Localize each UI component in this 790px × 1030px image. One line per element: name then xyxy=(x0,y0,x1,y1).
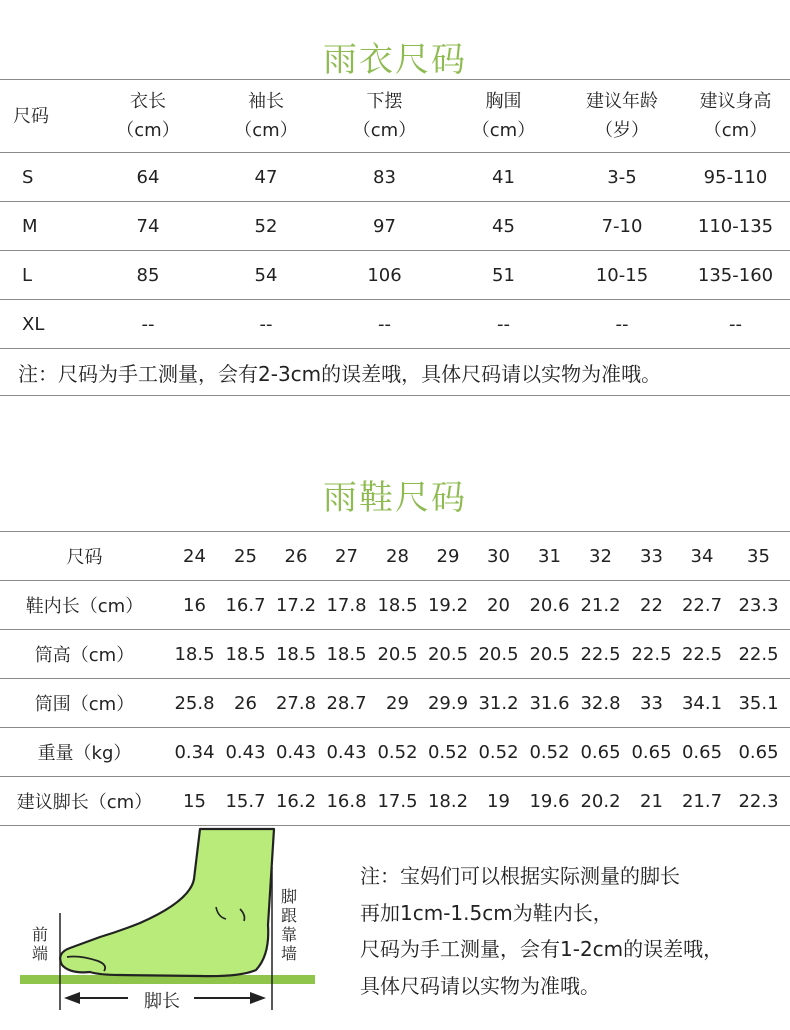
arrow-right-icon xyxy=(250,992,266,1004)
shoe-cell: 29 xyxy=(436,545,460,567)
shoe-cell: 26 xyxy=(234,692,257,714)
shoe-cell: 18.5 xyxy=(326,643,367,665)
shoe-cell: 0.65 xyxy=(580,741,621,763)
coat-row xyxy=(0,202,790,251)
shoe-cell: 27 xyxy=(335,545,358,567)
shoe-row xyxy=(0,679,790,728)
shoe-cell: 18.2 xyxy=(427,790,469,812)
coat-row xyxy=(0,300,790,349)
shoe-cell: 20.5 xyxy=(478,643,519,665)
shoe-cell: 21.7 xyxy=(681,790,723,812)
shoe-row xyxy=(0,777,790,826)
shoe-cell: 22.5 xyxy=(580,643,621,665)
coat-note-row xyxy=(0,349,790,396)
foot-measure-diagram xyxy=(0,825,330,1025)
shoe-cell: 22.5 xyxy=(681,643,723,665)
coat-cell: 47 xyxy=(254,166,278,188)
shoe-row-label: 筒高（cm） xyxy=(34,645,135,666)
shoe-cell: 23.3 xyxy=(738,594,779,616)
shoe-cell: 0.43 xyxy=(225,741,266,763)
coat-cell: 52 xyxy=(254,215,278,237)
note-line: 具体尺码请以实物为准哦。 xyxy=(360,973,600,998)
shoe-cell: 27.8 xyxy=(275,692,317,714)
coat-cell: 74 xyxy=(136,215,160,237)
shoe-cell: 35.1 xyxy=(738,692,779,714)
shoe-cell: 20.2 xyxy=(580,790,621,812)
shoe-row-label: 鞋内长（cm） xyxy=(25,596,144,617)
coat-cell: 7-10 xyxy=(601,215,643,237)
coat-cell: 3-5 xyxy=(607,166,637,188)
front-label: 前端 xyxy=(31,925,48,963)
shoe-cell: 22.5 xyxy=(738,643,779,665)
coat-cell: 106 xyxy=(367,264,402,286)
shoe-cell: 22 xyxy=(640,594,663,616)
note-line: 尺码为手工测量，会有1-2cm的误差哦， xyxy=(360,937,724,961)
shoe-cell: 19.2 xyxy=(427,594,469,616)
shoe-cell: 20 xyxy=(487,594,510,616)
shoe-cell: 0.34 xyxy=(174,741,215,763)
coat-cell: 41 xyxy=(492,166,515,188)
shoe-cell: 21.2 xyxy=(580,594,621,616)
coat-cell: 95-110 xyxy=(703,166,768,188)
shoe-cell: 0.43 xyxy=(326,741,367,763)
shoe-row xyxy=(0,728,790,777)
shoe-row xyxy=(0,581,790,630)
shoe-cell: 31 xyxy=(538,545,561,567)
coat-header-cell: 胸围 （cm） xyxy=(471,91,536,141)
shoe-cell: 26 xyxy=(284,545,308,567)
shoe-cell: 20.6 xyxy=(529,594,570,616)
coat-header-cell: 建议年龄 （岁） xyxy=(586,91,658,141)
coat-cell: M xyxy=(22,215,38,237)
coat-header-cell: 尺码 xyxy=(13,105,49,127)
shoe-cell: 16.2 xyxy=(275,790,317,812)
coat-cell: 45 xyxy=(492,215,515,237)
shoe-cell: 29.9 xyxy=(427,692,469,714)
coat-cell: -- xyxy=(615,313,629,335)
foot-shape xyxy=(60,829,274,976)
shoe-cell: 0.65 xyxy=(681,741,723,763)
shoe-cell: 18.5 xyxy=(225,643,266,665)
foot-length-label: 脚长 xyxy=(144,991,180,1012)
shoe-cell: 20.5 xyxy=(529,643,570,665)
shoe-row-label: 重量（kg） xyxy=(37,743,132,764)
arrow-left-icon xyxy=(64,992,80,1004)
coat-row xyxy=(0,153,790,202)
shoe-cell: 34 xyxy=(690,545,714,567)
shoe-cell: 17.8 xyxy=(326,594,367,616)
shoe-cell: 0.52 xyxy=(478,741,519,763)
shoe-row-label: 筒围（cm） xyxy=(34,694,135,715)
shoe-size-table xyxy=(0,531,790,826)
shoe-row xyxy=(0,630,790,679)
shoe-cell: 16 xyxy=(183,594,206,616)
shoe-cell: 24 xyxy=(183,545,206,567)
shoe-cell: 16.7 xyxy=(225,594,266,616)
coat-cell: XL xyxy=(22,313,45,335)
coat-row xyxy=(0,251,790,300)
coat-size-table xyxy=(0,79,790,396)
shoe-cell: 30 xyxy=(487,545,510,567)
shoe-cell: 22.5 xyxy=(631,643,672,665)
coat-cell: 51 xyxy=(492,264,515,286)
shoe-cell: 22.3 xyxy=(738,790,779,812)
coat-cell: -- xyxy=(141,313,155,335)
shoe-cell: 0.52 xyxy=(427,741,469,763)
coat-cell: -- xyxy=(729,313,742,335)
shoe-cell: 18.5 xyxy=(174,643,215,665)
shoe-cell: 33 xyxy=(640,545,663,567)
shoe-row-label: 尺码 xyxy=(66,547,103,568)
shoe-header-row xyxy=(0,532,790,581)
shoe-title: 雨鞋尺码 xyxy=(323,478,467,518)
shoe-cell: 31.6 xyxy=(529,692,570,714)
shoe-cell: 32 xyxy=(589,545,612,567)
shoe-cell: 20.5 xyxy=(427,643,469,665)
coat-cell: 85 xyxy=(136,264,160,286)
shoe-cell: 25 xyxy=(234,545,257,567)
coat-cell: 110-135 xyxy=(697,215,774,237)
note-line: 再加1cm-1.5cm为鞋内长， xyxy=(360,900,613,925)
coat-header-cell: 袖长 （cm） xyxy=(234,91,298,141)
shoe-cell: 16.8 xyxy=(326,790,367,812)
shoe-cell: 28 xyxy=(386,545,409,567)
shoe-row-label: 建议脚长（cm） xyxy=(16,792,153,813)
shoe-cell: 0.52 xyxy=(529,741,570,763)
coat-header-cell: 建议身高 （cm） xyxy=(699,91,772,141)
coat-cell: 54 xyxy=(254,264,278,286)
shoe-cell: 0.65 xyxy=(738,741,779,763)
coat-cell: L xyxy=(22,264,33,286)
shoe-cell: 17.2 xyxy=(275,594,317,616)
shoe-cell: 25.8 xyxy=(174,692,215,714)
heel-label: 脚跟靠墙 xyxy=(280,887,297,963)
shoe-cell: 18.5 xyxy=(377,594,418,616)
coat-title: 雨衣尺码 xyxy=(323,40,467,80)
shoe-cell: 19 xyxy=(487,790,510,812)
shoe-cell: 33 xyxy=(640,692,663,714)
shoe-cell: 31.2 xyxy=(478,692,519,714)
shoe-cell: 29 xyxy=(386,692,409,714)
foot-measure-note xyxy=(360,858,723,1004)
shoe-cell: 20.5 xyxy=(377,643,418,665)
shoe-cell: 21 xyxy=(640,790,663,812)
coat-cell: 10-15 xyxy=(595,264,649,286)
shoe-cell: 19.6 xyxy=(529,790,570,812)
coat-cell: 135-160 xyxy=(697,264,774,286)
shoe-cell: 18.5 xyxy=(275,643,317,665)
coat-header-row xyxy=(0,80,790,153)
shoe-cell: 35 xyxy=(747,545,770,567)
coat-cell: S xyxy=(22,166,34,188)
coat-cell: 64 xyxy=(136,166,160,188)
shoe-cell: 0.43 xyxy=(275,741,317,763)
coat-cell: -- xyxy=(497,313,510,335)
shoe-cell: 32.8 xyxy=(580,692,621,714)
coat-cell: 97 xyxy=(373,215,396,237)
coat-note: 注：尺码为手工测量，会有2-3cm的误差哦，具体尺码请以实物为准哦。 xyxy=(18,361,662,386)
shoe-cell: 0.65 xyxy=(631,741,672,763)
coat-cell: 83 xyxy=(373,166,396,188)
shoe-cell: 15 xyxy=(183,790,206,812)
shoe-cell: 17.5 xyxy=(377,790,418,812)
shoe-cell: 34.1 xyxy=(681,692,723,714)
coat-cell: -- xyxy=(259,313,273,335)
coat-header-cell: 下摆 （cm） xyxy=(352,91,417,141)
shoe-cell: 22.7 xyxy=(681,594,723,616)
shoe-cell: 0.52 xyxy=(377,741,418,763)
coat-cell: -- xyxy=(378,313,391,335)
shoe-cell: 15.7 xyxy=(225,790,266,812)
shoe-cell: 28.7 xyxy=(326,692,367,714)
note-line: 注：宝妈们可以根据实际测量的脚长 xyxy=(360,864,680,888)
coat-header-cell: 衣长 （cm） xyxy=(116,91,180,141)
